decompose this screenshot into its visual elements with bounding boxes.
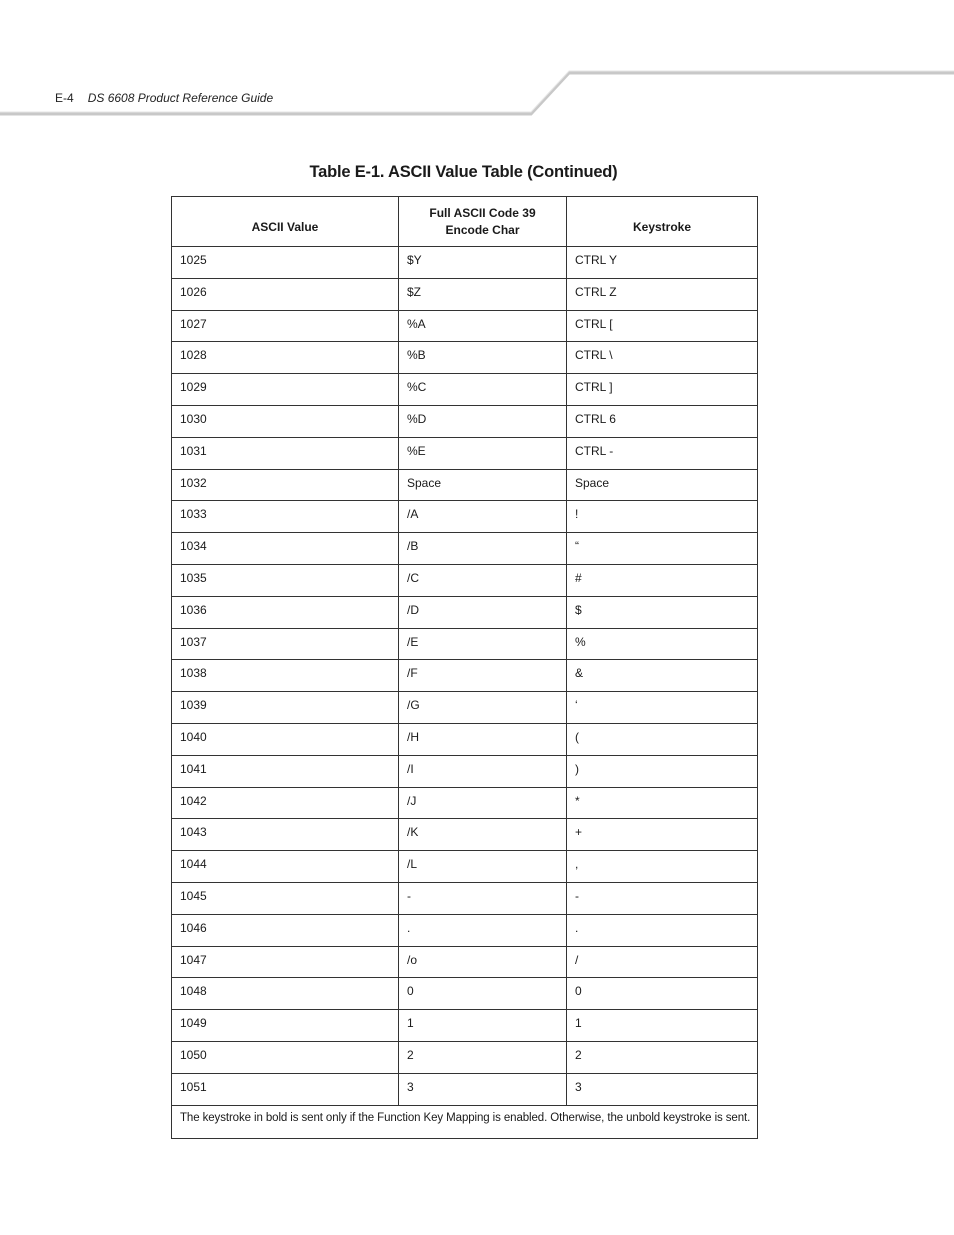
cell-keystroke: 2 xyxy=(567,1041,758,1073)
page-number: E-4 xyxy=(55,91,74,105)
cell-code39-char: /F xyxy=(399,660,567,692)
cell-code39-char: %A xyxy=(399,310,567,342)
code39-header-line1: Full ASCII Code 39 xyxy=(429,205,536,220)
column-header-keystroke: Keystroke xyxy=(567,197,758,247)
cell-ascii-value: 1031 xyxy=(172,437,399,469)
cell-keystroke: CTRL Z xyxy=(567,278,758,310)
cell-keystroke: $ xyxy=(567,596,758,628)
table-row xyxy=(172,533,758,565)
table-row xyxy=(172,342,758,374)
cell-keystroke: CTRL \ xyxy=(567,342,758,374)
cell-code39-char: 0 xyxy=(399,978,567,1010)
cell-ascii-value: 1044 xyxy=(172,851,399,883)
table-row xyxy=(172,660,758,692)
cell-code39-char: %D xyxy=(399,405,567,437)
cell-code39-char: %E xyxy=(399,437,567,469)
cell-code39-char: $Y xyxy=(399,247,567,279)
cell-ascii-value: 1039 xyxy=(172,692,399,724)
cell-code39-char: - xyxy=(399,882,567,914)
cell-code39-char: %C xyxy=(399,374,567,406)
cell-ascii-value: 1043 xyxy=(172,819,399,851)
cell-keystroke: ! xyxy=(567,501,758,533)
cell-ascii-value: 1045 xyxy=(172,882,399,914)
table-row xyxy=(172,882,758,914)
cell-code39-char: 2 xyxy=(399,1041,567,1073)
cell-keystroke: + xyxy=(567,819,758,851)
column-header-ascii-value: ASCII Value xyxy=(172,197,399,247)
cell-code39-char: $Z xyxy=(399,278,567,310)
cell-keystroke: CTRL - xyxy=(567,437,758,469)
cell-keystroke: “ xyxy=(567,533,758,565)
cell-keystroke: CTRL [ xyxy=(567,310,758,342)
table-row xyxy=(172,692,758,724)
ascii-value-table xyxy=(171,196,758,1139)
table-row xyxy=(172,978,758,1010)
cell-ascii-value: 1026 xyxy=(172,278,399,310)
cell-code39-char: %B xyxy=(399,342,567,374)
table-row xyxy=(172,501,758,533)
running-header xyxy=(55,91,273,105)
cell-keystroke: , xyxy=(567,851,758,883)
cell-ascii-value: 1038 xyxy=(172,660,399,692)
cell-keystroke: * xyxy=(567,787,758,819)
cell-keystroke: 0 xyxy=(567,978,758,1010)
table-row xyxy=(172,278,758,310)
cell-ascii-value: 1036 xyxy=(172,596,399,628)
cell-code39-char: /B xyxy=(399,533,567,565)
cell-keystroke: CTRL ] xyxy=(567,374,758,406)
table-row xyxy=(172,851,758,883)
cell-keystroke: / xyxy=(567,946,758,978)
cell-code39-char: /I xyxy=(399,755,567,787)
table-header-row xyxy=(172,197,758,247)
cell-code39-char: /o xyxy=(399,946,567,978)
table-body xyxy=(172,247,758,1106)
cell-ascii-value: 1049 xyxy=(172,1010,399,1042)
cell-ascii-value: 1041 xyxy=(172,755,399,787)
table-row xyxy=(172,755,758,787)
table-row xyxy=(172,1010,758,1042)
cell-code39-char: 3 xyxy=(399,1073,567,1105)
cell-code39-char: /E xyxy=(399,628,567,660)
cell-keystroke: - xyxy=(567,882,758,914)
column-header-code39-encode-char xyxy=(399,197,567,247)
cell-keystroke: ( xyxy=(567,723,758,755)
table-row xyxy=(172,310,758,342)
cell-keystroke: ‘ xyxy=(567,692,758,724)
table-row xyxy=(172,723,758,755)
cell-keystroke: # xyxy=(567,564,758,596)
table-row xyxy=(172,1073,758,1105)
cell-ascii-value: 1034 xyxy=(172,533,399,565)
cell-ascii-value: 1040 xyxy=(172,723,399,755)
table-row xyxy=(172,596,758,628)
cell-keystroke: ) xyxy=(567,755,758,787)
cell-ascii-value: 1042 xyxy=(172,787,399,819)
cell-keystroke: 3 xyxy=(567,1073,758,1105)
cell-code39-char: /A xyxy=(399,501,567,533)
table-footnote: The keystroke in bold is sent only if the Function Key Mapping is enabled. Otherwise, the unbold keystroke is sent. xyxy=(172,1105,758,1138)
cell-ascii-value: 1046 xyxy=(172,914,399,946)
cell-code39-char: /L xyxy=(399,851,567,883)
cell-ascii-value: 1027 xyxy=(172,310,399,342)
code39-header-line2: Encode Char xyxy=(445,222,520,237)
cell-ascii-value: 1035 xyxy=(172,564,399,596)
cell-ascii-value: 1047 xyxy=(172,946,399,978)
table-footnote-row xyxy=(172,1105,758,1138)
cell-ascii-value: 1025 xyxy=(172,247,399,279)
table-row xyxy=(172,437,758,469)
cell-keystroke: CTRL 6 xyxy=(567,405,758,437)
cell-keystroke: Space xyxy=(567,469,758,501)
cell-ascii-value: 1051 xyxy=(172,1073,399,1105)
cell-keystroke: % xyxy=(567,628,758,660)
cell-code39-char: /H xyxy=(399,723,567,755)
guide-title: DS 6608 Product Reference Guide xyxy=(87,91,274,105)
table-row xyxy=(172,787,758,819)
table-row xyxy=(172,1041,758,1073)
cell-keystroke: 1 xyxy=(567,1010,758,1042)
cell-keystroke: CTRL Y xyxy=(567,247,758,279)
table-row xyxy=(172,628,758,660)
cell-code39-char: /K xyxy=(399,819,567,851)
cell-ascii-value: 1037 xyxy=(172,628,399,660)
cell-code39-char: /G xyxy=(399,692,567,724)
table-row xyxy=(172,819,758,851)
cell-ascii-value: 1029 xyxy=(172,374,399,406)
cell-ascii-value: 1028 xyxy=(172,342,399,374)
cell-code39-char: Space xyxy=(399,469,567,501)
cell-code39-char: /J xyxy=(399,787,567,819)
cell-code39-char: . xyxy=(399,914,567,946)
cell-ascii-value: 1050 xyxy=(172,1041,399,1073)
cell-ascii-value: 1048 xyxy=(172,978,399,1010)
cell-code39-char: /D xyxy=(399,596,567,628)
cell-keystroke: . xyxy=(567,914,758,946)
table-row xyxy=(172,405,758,437)
cell-keystroke: & xyxy=(567,660,758,692)
table-row xyxy=(172,247,758,279)
table-row xyxy=(172,946,758,978)
table-row xyxy=(172,374,758,406)
cell-ascii-value: 1030 xyxy=(172,405,399,437)
table-row xyxy=(172,914,758,946)
cell-ascii-value: 1032 xyxy=(172,469,399,501)
table-title: Table E-1. ASCII Value Table (Continued) xyxy=(309,163,618,181)
table-row xyxy=(172,564,758,596)
cell-code39-char: /C xyxy=(399,564,567,596)
cell-ascii-value: 1033 xyxy=(172,501,399,533)
table-row xyxy=(172,469,758,501)
cell-code39-char: 1 xyxy=(399,1010,567,1042)
